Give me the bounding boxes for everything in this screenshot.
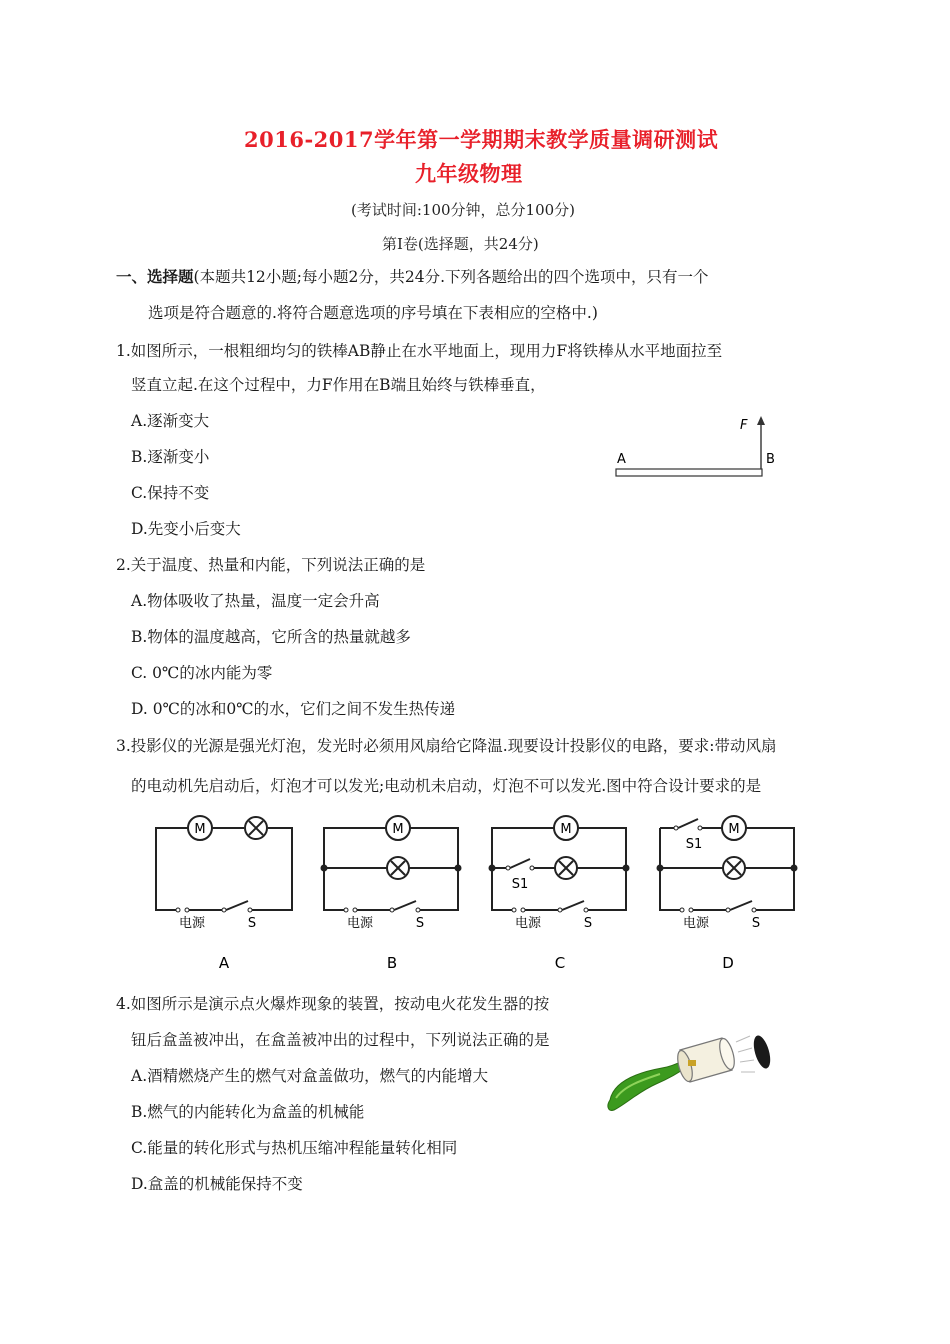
q1-option-b: B.逐渐变小	[131, 448, 210, 466]
q2-stem: 2.关于温度、热量和内能，下列说法正确的是	[116, 556, 426, 574]
iron-rod	[616, 469, 762, 476]
part-title: 第Ⅰ卷(选择题，共24分)	[382, 235, 539, 253]
rod-label-a: A	[617, 452, 626, 467]
svg-text:M: M	[392, 822, 404, 837]
svg-text:S: S	[583, 916, 593, 931]
section-desc: (本题共12小题;每小题2分，共24分.下列各题给出的四个选项中，只有一个	[193, 268, 709, 286]
spark-generator-handle	[608, 1060, 688, 1110]
svg-text:S: S	[415, 916, 425, 931]
svg-text:M: M	[560, 822, 572, 837]
circuit-c	[489, 816, 630, 972]
q1-option-d: D.先变小后变大	[131, 520, 241, 538]
q1-option-c: C.保持不变	[131, 484, 210, 502]
q2-option-b: B.物体的温度越高，它所含的热量就越多	[131, 628, 411, 646]
svg-text:电源: 电源	[346, 916, 374, 931]
iron-rod-figure	[610, 412, 790, 484]
section-heading	[116, 265, 709, 287]
lamp-symbol	[245, 817, 267, 839]
svg-text:B: B	[386, 954, 398, 972]
svg-text:S1: S1	[685, 837, 703, 852]
svg-text:M: M	[194, 822, 206, 837]
circuit-a	[156, 816, 292, 972]
q4-option-a: A.酒精燃烧产生的燃气对盒盖做功，燃气的内能增大	[131, 1067, 489, 1085]
q2-option-a: A.物体吸收了热量，温度一定会升高	[131, 592, 380, 610]
svg-text:A: A	[218, 954, 230, 972]
q1-stem-line2: 竖直立起.在这个过程中，力F作用在B端且始终与铁棒垂直，	[131, 376, 546, 394]
q1-option-a: A.逐渐变大	[131, 412, 210, 430]
section-desc-line2: 选项是符合题意的.将符合题意选项的序号填在下表相应的空格中.)	[148, 304, 598, 322]
q4-option-d: D.盒盖的机械能保持不变	[131, 1175, 303, 1193]
svg-text:M: M	[728, 822, 740, 837]
q4-option-b: B.燃气的内能转化为盒盖的机械能	[131, 1103, 365, 1121]
svg-text:C: C	[554, 954, 566, 972]
force-label-f: F	[740, 418, 748, 433]
section-label: 一、选择题	[116, 267, 194, 286]
q4-option-c: C.能量的转化形式与热机压缩冲程能量转化相同	[131, 1139, 458, 1157]
q2-option-d: D. 0℃的冰和0℃的水，它们之间不发生热传递	[131, 700, 456, 718]
q4-stem-line2: 钮后盒盖被冲出，在盒盖被冲出的过程中，下列说法正确的是	[131, 1031, 550, 1049]
document-subtitle: 九年级物理	[415, 161, 523, 186]
svg-text:电源: 电源	[514, 916, 542, 931]
circuit-b	[321, 816, 462, 972]
force-arrow-head	[757, 416, 765, 425]
q3-stem-line2: 的电动机先启动后，灯泡才可以发光;电动机未启动，灯泡不可以发光.图中符合设计要求的是	[131, 777, 762, 795]
svg-text:电源: 电源	[178, 916, 206, 931]
q3-stem: 3.投影仪的光源是强光灯泡，发光时必须用风扇给它降温.现要设计投影仪的电路，要求:带动风扇	[116, 737, 777, 755]
circuit-diagrams	[140, 806, 820, 976]
svg-text:S: S	[751, 916, 761, 931]
spark-igniter-figure	[600, 1020, 790, 1120]
svg-text:S1: S1	[511, 877, 529, 892]
svg-text:D: D	[722, 954, 734, 972]
circuit-d	[657, 816, 798, 972]
svg-text:电源: 电源	[682, 916, 710, 931]
switch-symbol	[226, 901, 248, 910]
exam-info: (考试时间:100分钟，总分100分)	[351, 201, 576, 219]
q4-stem: 4.如图所示是演示点火爆炸现象的装置，按动电火花发生器的按	[116, 995, 550, 1013]
q1-stem: 1.如图所示，一根粗细均匀的铁棒AB静止在水平地面上，现用力F将铁棒从水平地面拉至	[116, 342, 723, 360]
box-lid	[751, 1034, 774, 1071]
q2-option-c: C. 0℃的冰内能为零	[131, 664, 273, 682]
rod-label-b: B	[766, 452, 775, 467]
document-title: 2016-2017学年第一学期期末教学质量调研测试	[244, 127, 719, 152]
svg-text:S: S	[247, 916, 257, 931]
